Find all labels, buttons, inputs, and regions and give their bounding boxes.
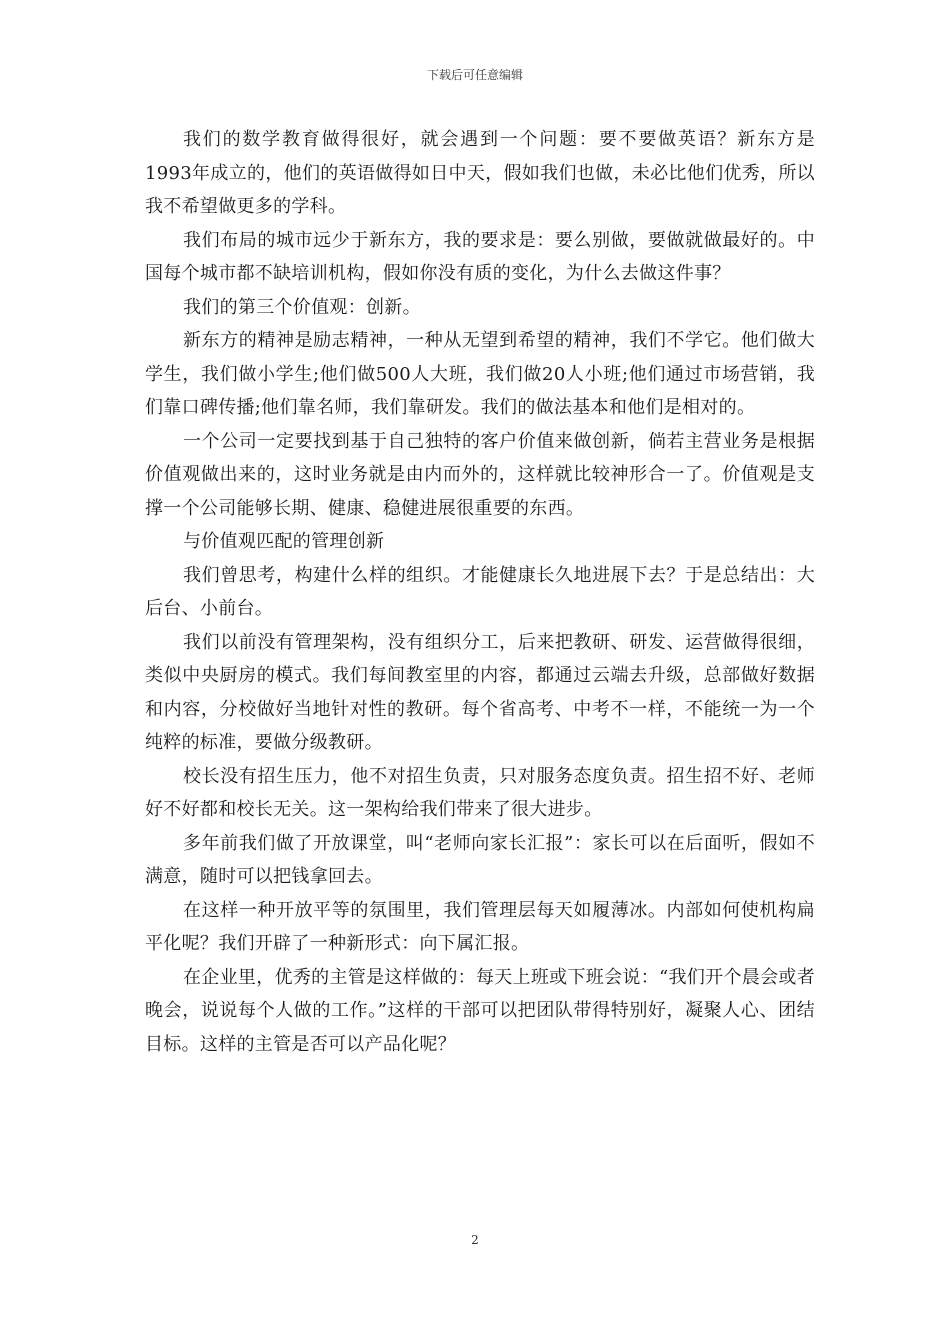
paragraph: 我们以前没有管理架构，没有组织分工，后来把教研、研发、运营做得很细，类似中央厨房的模式。我们每间教室里的内容，都通过云端去升级，总部做好数据和内容，分校做好当地针对性的教研。每个省高考、中考不一样，不能统一为一个纯粹的标准，要做分级教研。 — [145, 631, 815, 753]
paragraph: 我们的数学教育做得很好，就会遇到一个问题：要不要做英语？新东方是1993年成立的，他们的英语做得如日中天，假如我们也做，未必比他们优秀，所以我不希望做更多的学科。 — [145, 129, 815, 217]
paragraph: 校长没有招生压力，他不对招生负责，只对服务态度负责。招生招不好、老师好不好都和校长无关。这一架构给我们带来了很大进步。 — [145, 765, 815, 820]
paragraph: 在这样一种开放平等的氛围里，我们管理层每天如履薄冰。内部如何使机构扁平化呢？我们开辟了一种新形式：向下属汇报。 — [145, 899, 815, 954]
paragraph: 一个公司一定要找到基于自己独特的客户价值来做创新，倘若主营业务是根据价值观做出来的，这时业务就是由内而外的，这样就比较神形合一了。价值观是支撑一个公司能够长期、健康、稳健进展很重要的东西。 — [145, 430, 815, 519]
paragraph: 我们的第三个价值观：创新。 — [183, 296, 421, 318]
paragraph: 多年前我们做了开放课堂，叫“老师向家长汇报”：家长可以在后面听，假如不满意，随时可以把钱拿回去。 — [145, 832, 815, 887]
document-body — [145, 123, 815, 1061]
page-header: 下载后可任意编辑 — [426, 68, 523, 82]
paragraph: 在企业里，优秀的主管是这样做的：每天上班或下班会说：“我们开个晨会或者晚会，说说每个人做的工作。”这样的干部可以把团队带得特别好，凝聚人心、团结目标。这样的主管是否可以产品化呢？ — [145, 966, 815, 1055]
section-heading: 与价值观匹配的管理创新 — [183, 531, 385, 552]
paragraph: 我们曾思考，构建什么样的组织。才能健康长久地进展下去？于是总结出：大后台、小前台。 — [145, 564, 815, 619]
page-number: 2 — [471, 1233, 479, 1247]
paragraph: 新东方的精神是励志精神，一种从无望到希望的精神，我们不学它。他们做大学生，我们做小学生;他们做500人大班，我们做20人小班;他们通过市场营销，我们靠口碑传播;他们靠名师，我们靠研发。我们的做法基本和他们是相对的。 — [145, 330, 815, 418]
paragraph: 我们布局的城市远少于新东方，我的要求是：要么别做，要做就做最好的。中国每个城市都不缺培训机构，假如你没有质的变化，为什么去做这件事？ — [145, 229, 815, 284]
